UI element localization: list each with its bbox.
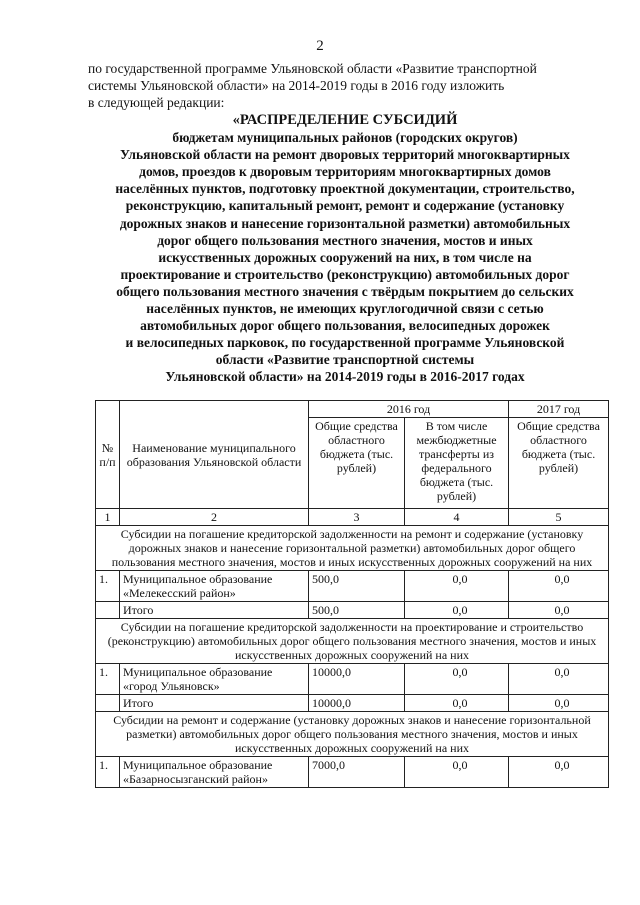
intro-line: в следующей редакции:	[88, 95, 225, 110]
document-title	[72, 112, 618, 386]
column-number: 4	[405, 509, 509, 526]
section-title-row	[96, 712, 609, 757]
column-number: 5	[509, 509, 609, 526]
total-row	[96, 602, 609, 619]
section-title: Субсидии на погашение кредиторской задолженности на проектирование и строительство (реконструкцию) автомобильных дорог общего пользования местного значения, мостов и иных искусственных дорожных сооружений на них	[96, 619, 609, 664]
row-number: 1.	[96, 757, 120, 788]
title-line: области «Развитие транспортной системы	[215, 352, 475, 368]
intro-line: системы Ульяновской области» на 2014-2019 годы в 2016 году изложить	[88, 78, 505, 93]
row-value-regional-2016: 10000,0	[309, 664, 405, 695]
table-row	[96, 757, 609, 788]
header-year-2017: 2017 год	[509, 401, 609, 418]
total-value-regional-2017: 0,0	[509, 695, 609, 712]
total-value-regional-2017: 0,0	[509, 602, 609, 619]
title-line: общего пользования местного значения с твёрдым покрытием до сельских	[116, 283, 574, 299]
total-value-regional-2016: 10000,0	[309, 695, 405, 712]
row-value-regional-2016: 500,0	[309, 571, 405, 602]
row-municipality: Муниципальное образование «Мелекесский район»	[120, 571, 309, 602]
header-regional-funds-2016: Общие средства областного бюджета (тыс. рублей)	[309, 418, 405, 509]
row-value-federal-2016: 0,0	[405, 757, 509, 788]
row-value-federal-2016: 0,0	[405, 664, 509, 695]
header-name: Наименование муниципального образования Ульяновской области	[120, 401, 309, 509]
row-number: 1.	[96, 571, 120, 602]
table-row	[96, 571, 609, 602]
title-heading: «РАСПРЕДЕЛЕНИЕ СУБСИДИЙ	[232, 112, 458, 128]
title-line: искусственных дорожных сооружений на них, в том числе на	[158, 249, 532, 265]
total-value-regional-2016: 500,0	[309, 602, 405, 619]
header-federal-transfers-2016: В том числе межбюджетные трансферты из федерального бюджета (тыс. рублей)	[405, 418, 509, 509]
title-line: населённых пунктов, не имеющих круглогодичной связи с сетью	[146, 301, 544, 317]
subsidy-table	[95, 400, 609, 788]
title-line: Ульяновской области» на 2014-2019 годы в 2016-2017 годах	[165, 369, 525, 385]
row-number: 1.	[96, 664, 120, 695]
title-line: дорог общего пользования местного значения, мостов и иных	[157, 232, 533, 248]
intro-line: по государственной программе Ульяновской области «Развитие транспортной	[88, 61, 537, 76]
row-value-regional-2017: 0,0	[509, 664, 609, 695]
title-line: реконструкцию, капитальный ремонт, ремонт и содержание (установку	[125, 198, 565, 214]
total-label: Итого	[120, 695, 309, 712]
column-number: 2	[120, 509, 309, 526]
title-line: и велосипедных парковок, по государственной программе Ульяновской	[125, 335, 565, 351]
row-value-federal-2016: 0,0	[405, 571, 509, 602]
row-municipality: Муниципальное образование «город Ульяновск»	[120, 664, 309, 695]
column-number: 3	[309, 509, 405, 526]
table-row	[96, 664, 609, 695]
section-title: Субсидии на ремонт и содержание (установку дорожных знаков и нанесение горизонтальной разметки) автомобильных дорог общего пользования местного значения, мостов и иных искусственных дорожных сооружений на них	[96, 712, 609, 757]
total-value-federal-2016: 0,0	[405, 695, 509, 712]
column-numbers-row	[96, 509, 609, 526]
page-number: 2	[316, 38, 324, 54]
intro-paragraph	[88, 60, 606, 111]
header-regional-funds-2017: Общие средства областного бюджета (тыс. рублей)	[509, 418, 609, 509]
title-line: населённых пунктов, подготовку проектной документации, строительство,	[115, 181, 575, 197]
column-number: 1	[96, 509, 120, 526]
row-municipality: Муниципальное образование «Базарносызганский район»	[120, 757, 309, 788]
header-number: № п/п	[96, 401, 120, 509]
total-value-federal-2016: 0,0	[405, 602, 509, 619]
table-header-row	[96, 401, 609, 418]
total-label: Итого	[120, 602, 309, 619]
section-title: Субсидии на погашение кредиторской задолженности на ремонт и содержание (установку дорожных знаков и нанесение горизонтальной разметки) автомобильных дорог общего пользования местного значения, мостов и иных искусственных дорожных сооружений на них	[96, 526, 609, 571]
title-line: домов, проездов к дворовым территориям многоквартирных домов	[139, 164, 551, 180]
title-line: бюджетам муниципальных районов (городских округов)	[172, 130, 518, 146]
title-line: Ульяновской области на ремонт дворовых территорий многоквартирных	[120, 147, 570, 163]
total-row	[96, 695, 609, 712]
row-value-regional-2017: 0,0	[509, 757, 609, 788]
title-line: дорожных знаков и нанесение горизонтальной разметки) автомобильных	[119, 215, 571, 231]
title-line: проектирование и строительство (реконструкцию) автомобильных дорог	[120, 266, 570, 282]
row-value-regional-2017: 0,0	[509, 571, 609, 602]
header-year-2016: 2016 год	[309, 401, 509, 418]
title-line: автомобильных дорог общего пользования, велосипедных дорожек	[140, 318, 550, 334]
section-title-row	[96, 619, 609, 664]
section-title-row	[96, 526, 609, 571]
row-value-regional-2016: 7000,0	[309, 757, 405, 788]
